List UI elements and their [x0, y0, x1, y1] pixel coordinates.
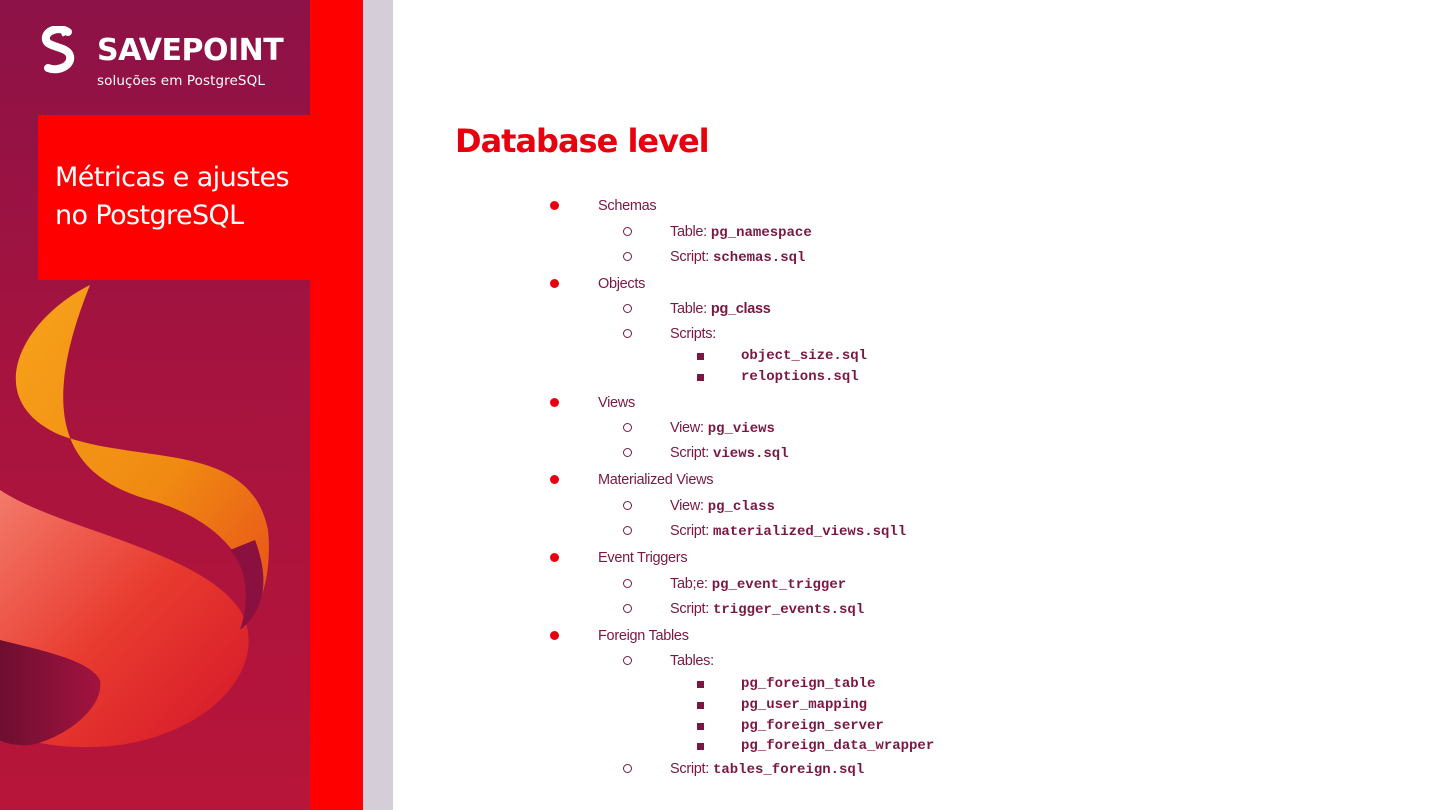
item-label: Event Triggers — [598, 550, 688, 566]
code-value: pg_class — [707, 499, 775, 515]
sub-item-label: Script: — [670, 601, 709, 617]
sub-bullet-icon — [623, 329, 632, 338]
bullet-icon — [550, 475, 559, 484]
code-value: pg_foreign_server — [741, 718, 884, 734]
sub-sub-item — [741, 369, 859, 385]
deck-title-line-2: no PostgreSQL — [55, 200, 244, 231]
sub-bullet-icon — [623, 526, 632, 535]
sub-item — [670, 445, 789, 462]
code-value: pg_views — [707, 421, 775, 437]
code-value: reloptions.sql — [741, 369, 859, 385]
list-item-objects — [598, 276, 645, 292]
slide-heading: Database level — [455, 122, 709, 160]
code-value: schemas.sql — [713, 250, 806, 266]
sub-bullet-icon — [623, 252, 632, 261]
side-banner — [0, 0, 310, 810]
code-value: pg_namespace — [710, 225, 812, 241]
sub-bullet-icon — [623, 227, 632, 236]
sub-item-label: View: — [670, 498, 704, 514]
list-item-schemas — [598, 198, 656, 214]
item-label: Materialized Views — [598, 472, 714, 488]
bullet-icon — [550, 201, 559, 210]
sub-item — [670, 301, 771, 317]
list-item-event-triggers — [598, 550, 687, 566]
sub-item-label: Tables: — [670, 653, 714, 669]
accent-stripe-red — [310, 0, 363, 810]
sub-item — [670, 761, 864, 778]
bullet-icon — [550, 631, 559, 640]
sub-item — [670, 653, 714, 669]
code-value: pg_foreign_table — [741, 676, 876, 692]
code-value: pg_event_trigger — [711, 577, 847, 593]
sub-item-label: Table: — [670, 224, 707, 240]
item-label: Schemas — [598, 198, 657, 214]
brand-tagline: soluções em PostgreSQL — [97, 73, 265, 89]
square-bullet-icon — [697, 702, 704, 709]
code-value: object_size.sql — [741, 348, 868, 364]
sub-sub-item — [741, 676, 875, 692]
bullet-icon — [550, 279, 559, 288]
square-bullet-icon — [697, 353, 704, 360]
sub-bullet-icon — [623, 423, 632, 432]
logo — [0, 0, 310, 115]
bullet-icon — [550, 398, 559, 407]
sub-item-label: View: — [670, 420, 704, 436]
sub-item-label: Script: — [670, 249, 709, 265]
sub-sub-item — [741, 738, 934, 754]
sub-bullet-icon — [623, 448, 632, 457]
code-value: pg_foreign_data_wrapper — [741, 738, 935, 754]
deck-title — [55, 159, 305, 235]
list-item-views — [598, 395, 635, 411]
list-item-foreign-tables — [598, 628, 689, 644]
sub-item — [670, 498, 775, 515]
list-item-materialized-views — [598, 472, 713, 488]
sub-bullet-icon — [623, 501, 632, 510]
sub-bullet-icon — [623, 764, 632, 773]
sub-item — [670, 420, 775, 437]
sub-item-label: Table: — [670, 301, 707, 317]
square-bullet-icon — [697, 681, 704, 688]
sub-item-label: Script: — [670, 523, 709, 539]
sub-item-label: Script: — [670, 761, 709, 777]
sub-bullet-icon — [623, 656, 632, 665]
square-bullet-icon — [697, 743, 704, 750]
sub-item-label: Scripts: — [670, 326, 716, 342]
code-value: pg_user_mapping — [741, 697, 868, 713]
item-label: Foreign Tables — [598, 628, 689, 644]
accent-stripe-gray — [363, 0, 393, 810]
item-label: Objects — [598, 276, 646, 292]
savepoint-logo-icon — [38, 26, 82, 74]
square-bullet-icon — [697, 723, 704, 730]
code-value: tables_foreign.sql — [713, 762, 865, 778]
sub-sub-item — [741, 697, 867, 713]
deck-title-box — [38, 115, 310, 280]
sub-item — [670, 576, 846, 593]
code-value: materialized_views.sqll — [713, 524, 907, 540]
brand-name: SAVEPOINT — [97, 33, 284, 68]
sub-item — [670, 326, 716, 342]
sub-bullet-icon — [623, 304, 632, 313]
sub-item — [670, 523, 906, 540]
sub-item — [670, 249, 805, 266]
deck-title-line-1: Métricas e ajustes — [55, 162, 290, 193]
sub-item — [670, 224, 812, 241]
sub-sub-item — [741, 348, 867, 364]
code-value: trigger_events.sql — [713, 602, 865, 618]
sub-item — [670, 601, 864, 618]
square-bullet-icon — [697, 374, 704, 381]
sub-item-label: Tab;e: — [670, 576, 708, 592]
code-value: views.sql — [713, 446, 789, 462]
sub-sub-item — [741, 718, 884, 734]
sub-item-label: Script: — [670, 445, 709, 461]
sub-bullet-icon — [623, 579, 632, 588]
bullet-icon — [550, 553, 559, 562]
flame-graphic-icon — [0, 280, 310, 810]
code-value: pg_class — [710, 301, 771, 317]
sub-bullet-icon — [623, 604, 632, 613]
item-label: Views — [598, 395, 635, 411]
